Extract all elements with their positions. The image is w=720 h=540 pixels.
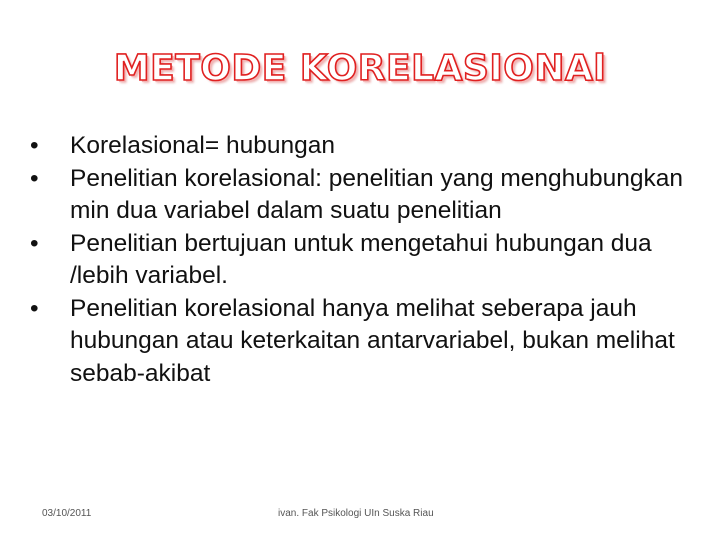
footer-author: ivan. Fak Psikologi UIn Suska Riau [278,508,434,519]
footer-date: 03/10/2011 [42,508,92,519]
bullet-item [30,293,690,391]
bullet-item [30,130,690,163]
bullet-item [30,228,690,293]
bullet-text: Penelitian bertujuan untuk mengetahui hubungan dua /lebih variabel. [70,229,652,289]
bullet-icon: • [30,229,39,257]
bullet-text: Penelitian korelasional hanya melihat seberapa jauh hubungan atau keterkaitan antarvariabel, bukan melihat sebab-akibat [70,294,675,387]
bullet-icon: • [30,164,39,192]
bullet-item [30,163,690,228]
slide-title: METODE KORELASIONAl [113,48,607,89]
bullet-icon: • [30,132,39,159]
bullet-text: Korelasional= hubungan [70,132,335,159]
bullet-icon: • [30,294,39,322]
bullet-text: Penelitian korelasional: penelitian yang menghubungkan min dua variabel dalam suatu penelitian [70,164,683,224]
bullet-list [30,130,690,390]
